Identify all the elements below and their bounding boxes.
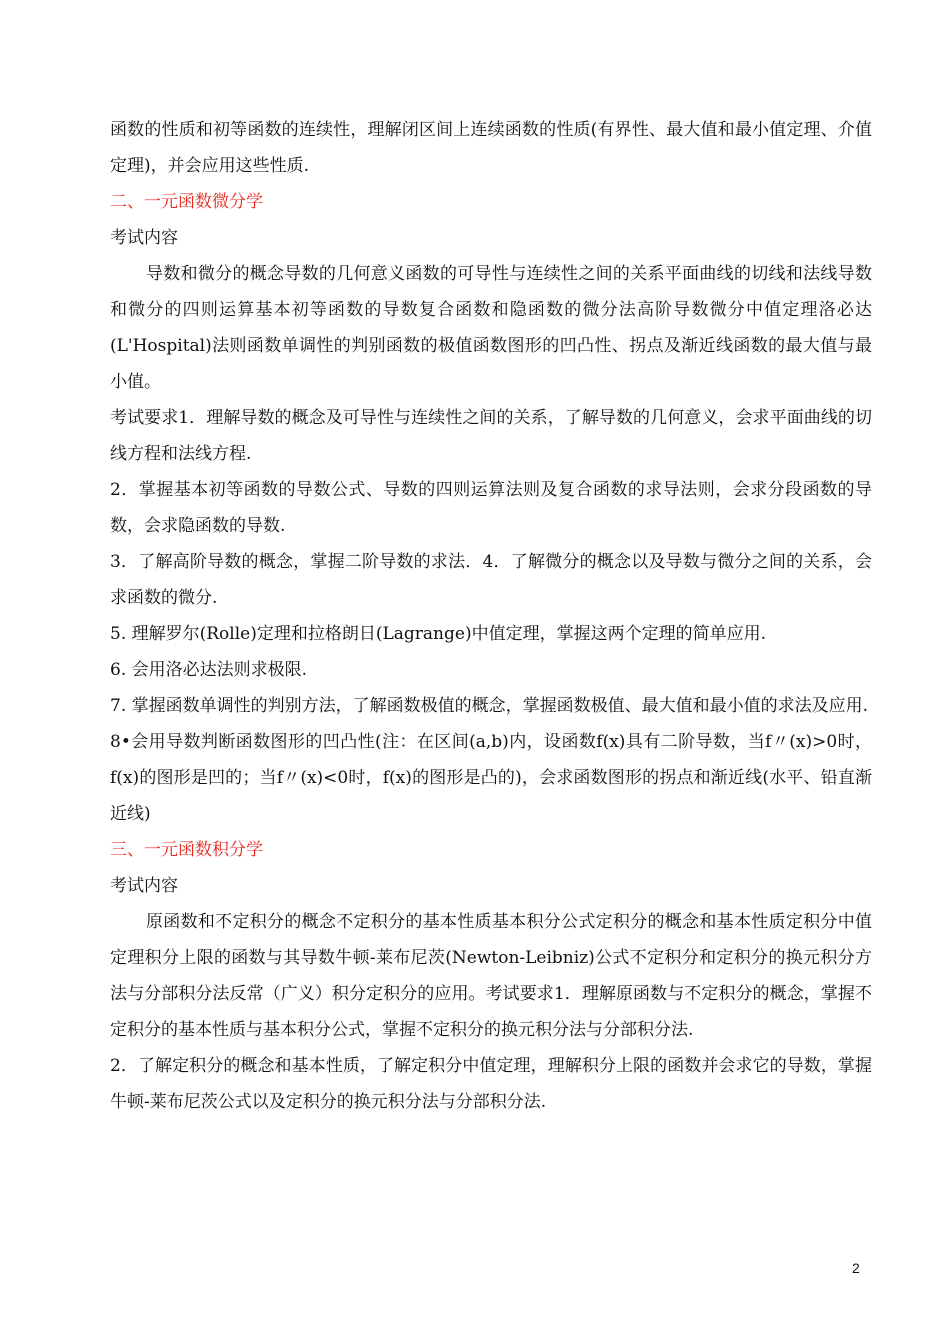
requirement-item-2: 2．掌握基本初等函数的导数公式、导数的四则运算法则及复合函数的求导法则，会求分段函数的导数，会求隐函数的导数. (110, 480, 872, 536)
section-heading-differential: 二、一元函数微分学 (110, 192, 263, 212)
requirement-item-5: 5. 理解罗尔(Rolle)定理和拉格朗日(Lagrange)中值定理，掌握这两个定理的简单应用. (110, 624, 766, 644)
integral-requirement-item-2: 2．了解定积分的概念和基本性质，了解定积分中值定理，理解积分上限的函数并会求它的导数，掌握牛顿-莱布尼茨公式以及定积分的换元积分法与分部积分法. (110, 1056, 872, 1112)
section-heading-integral: 三、一元函数积分学 (110, 840, 263, 860)
paragraph-continuity: 函数的性质和初等函数的连续性，理解闭区间上连续函数的性质(有界性、最大值和最小值定理、介值定理)，并会应用这些性质. (110, 120, 872, 176)
page-number: 2 (852, 1260, 860, 1276)
requirement-item-8: 8•会用导数判断函数图形的凹凸性(注：在区间(a,b)内，设函数f(x)具有二阶导数，当f〃(x)>0时，f(x)的图形是凹的；当f〃(x)<0时，f(x)的图形是凸的)，会求函数图形的拐点和渐近线(水平、铅直渐近线) (110, 732, 872, 824)
paragraph-differential-content: 导数和微分的概念导数的几何意义函数的可导性与连续性之间的关系平面曲线的切线和法线导数和微分的四则运算基本初等函数的导数复合函数和隐函数的微分法高阶导数微分中值定理洛必达(L'Hospital)法则函数单调性的判别函数的极值函数图形的凹凸性、拐点及渐近线函数的最大值与最小值。 (110, 264, 872, 392)
requirement-item-6: 6. 会用洛必达法则求极限. (110, 660, 308, 680)
requirement-item-1: 考试要求1．理解导数的概念及可导性与连续性之间的关系，了解导数的几何意义，会求平面曲线的切线方程和法线方程. (110, 408, 872, 464)
subheading-exam-content-2: 考试内容 (110, 876, 178, 896)
subheading-exam-content: 考试内容 (110, 228, 178, 248)
requirement-item-7: 7. 掌握函数单调性的判别方法，了解函数极值的概念，掌握函数极值、最大值和最小值的求法及应用. (110, 696, 869, 716)
paragraph-integral-content: 原函数和不定积分的概念不定积分的基本性质基本积分公式定积分的概念和基本性质定积分中值定理积分上限的函数与其导数牛顿-莱布尼茨(Newton-Leibniz)公式不定积分和定积分的换元积分方法与分部积分法反常（广义）积分定积分的应用。考试要求1．理解原函数与不定积分的概念，掌握不定积分的基本性质与基本积分公式，掌握不定积分的换元积分法与分部积分法. (110, 912, 872, 1040)
document-body (110, 112, 872, 1120)
requirement-item-3-4: 3．了解高阶导数的概念，掌握二阶导数的求法．4．了解微分的概念以及导数与微分之间的关系，会求函数的微分. (110, 552, 872, 608)
